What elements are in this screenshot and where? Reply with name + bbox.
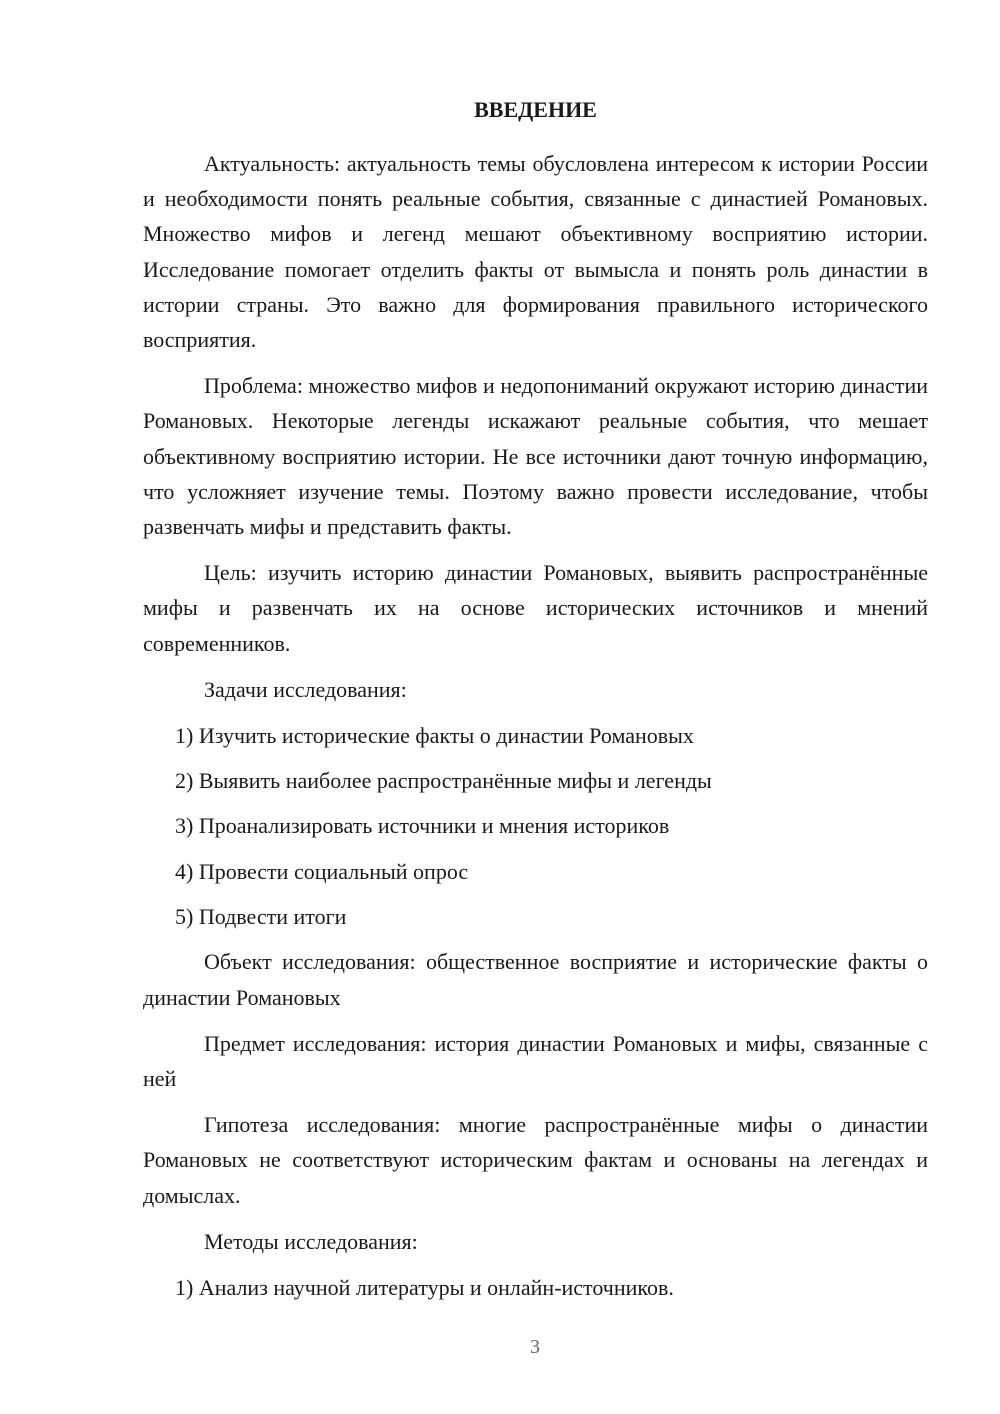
object-paragraph: Объект исследования: общественное восприятие и исторические факты о династии Романовых (143, 949, 928, 1010)
problem-paragraph: Проблема: множество мифов и недопониманий окружают историю династии Романовых. Некоторые легенды искажают реальные события, что мешает объективному восприятию истории. Не все источники дают точную информацию, что усложняет изучение темы. Поэтому важно провести исследование, чтобы развенчать мифы и представить факты. (143, 373, 928, 540)
list-item: 2) Выявить наиболее распространённые мифы и легенды (175, 768, 712, 794)
goal-paragraph: Цель: изучить историю династии Романовых, выявить распространённые мифы и развенчать их на основе исторических источников и мнений современников. (143, 560, 928, 656)
list-item: 5) Подвести итоги (175, 904, 347, 930)
page-number: 3 (530, 1336, 540, 1358)
list-item: 1) Анализ научной литературы и онлайн-источников. (175, 1274, 674, 1300)
tasks-list (143, 718, 928, 934)
subject-paragraph: Предмет исследования: история династии Романовых и мифы, связанные с ней (143, 1030, 928, 1091)
page-content (143, 92, 928, 1315)
list-item: 3) Проанализировать источники и мнения историков (175, 813, 670, 839)
list-item: 4) Провести социальный опрос (175, 858, 469, 884)
page-title: ВВЕДЕНИЕ (474, 97, 597, 122)
relevance-paragraph: Актуальность: актуальность темы обусловлена интересом к истории России и необходимости понять реальные события, связанные с династией Романовых. Множество мифов и легенд мешают объективному восприятию истории. Исследование помогает отделить факты от вымысла и понять роль династии в истории страны. Это важно для формирования правильного исторического восприятия. (143, 151, 928, 353)
methods-list (143, 1270, 928, 1305)
hypothesis-paragraph: Гипотеза исследования: многие распространённые мифы о династии Романовых не соответствуют историческим фактам и основаны на легендах и домыслах. (143, 1112, 928, 1208)
tasks-heading: Задачи исследования: (204, 676, 407, 702)
list-item: 1) Изучить исторические факты о династии Романовых (175, 722, 694, 748)
methods-heading: Методы исследования: (204, 1228, 418, 1254)
